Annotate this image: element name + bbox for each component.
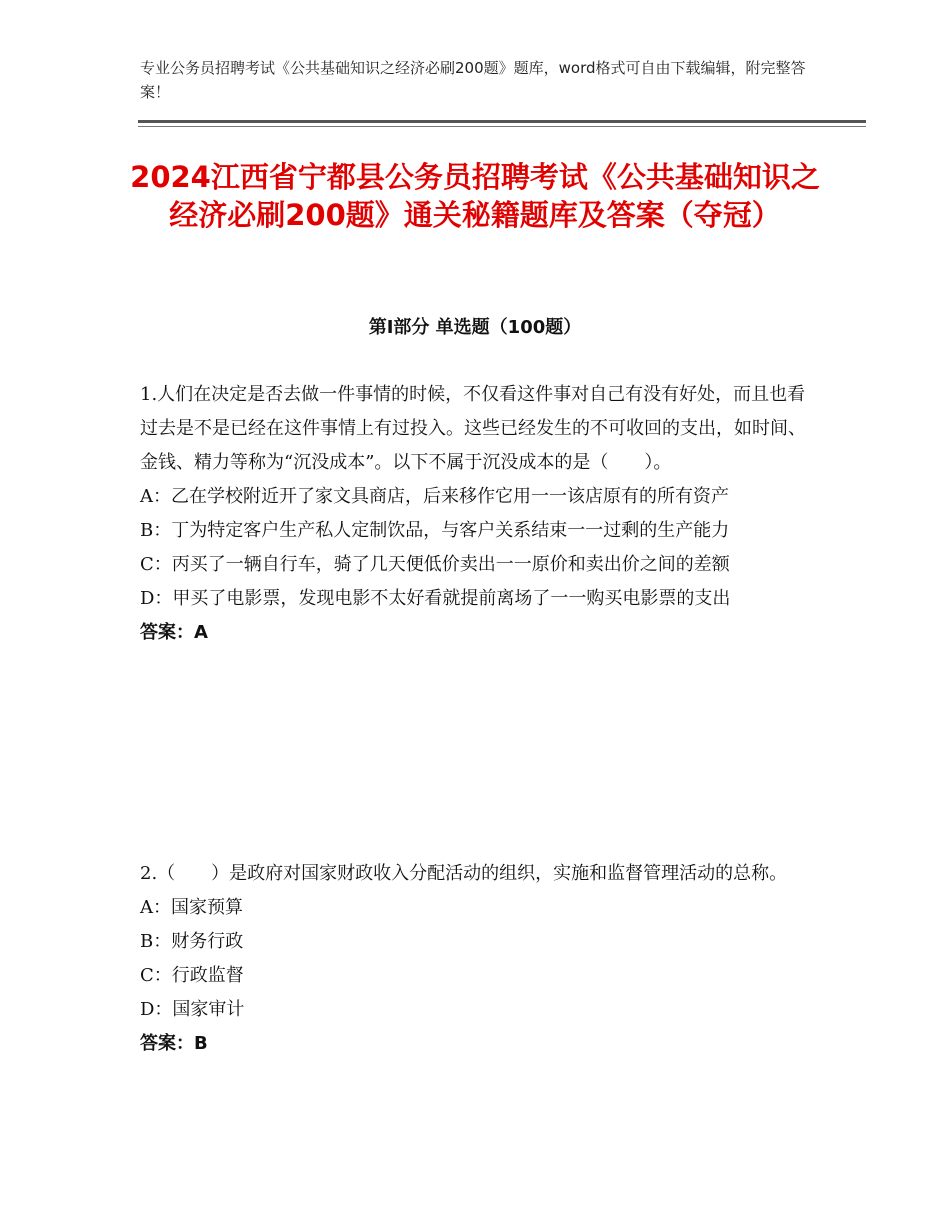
- question-1: [140, 378, 812, 650]
- header-divider-thick: [138, 120, 866, 123]
- question-stem: 1.人们在决定是否去做一件事情的时候，不仅看这件事对自己有没有好处，而且也看过去是不是已经在这件事情上有过投入。这些已经发生的不可收回的支出，如时间、金钱、精力等称为“沉没成本”。以下不属于沉没成本的是（ ）。: [140, 384, 806, 473]
- answer: 答案：A: [140, 622, 208, 643]
- question-stem: 2.（ ）是政府对国家财政收入分配活动的组织，实施和监督管理活动的总称。: [140, 863, 788, 884]
- document-title: 2024江西省宁都县公务员招聘考试《公共基础知识之经济必刷200题》通关秘籍题库及答案（夺冠）: [130, 160, 820, 232]
- option-b: B：财务行政: [140, 931, 244, 952]
- header-note: 专业公务员招聘考试《公共基础知识之经济必刷200题》题库，word格式可自由下载编辑，附完整答案！: [140, 59, 806, 101]
- option-d: D：甲买了电影票，发现电影不太好看就提前离场了一一购买电影票的支出: [140, 588, 731, 609]
- question-2: [140, 857, 812, 1061]
- section-title: 第I部分 单选题（100题）: [368, 317, 582, 338]
- option-a: A：乙在学校附近开了家文具商店，后来移作它用一一该店原有的所有资产: [140, 486, 729, 507]
- answer: 答案：B: [140, 1033, 208, 1054]
- option-c: C：丙买了一辆自行车，骑了几天便低价卖出一一原价和卖出价之间的差额: [140, 554, 730, 575]
- option-d: D：国家审计: [140, 999, 245, 1020]
- header-divider-thin: [138, 126, 866, 127]
- option-a: A：国家预算: [140, 897, 243, 918]
- option-c: C：行政监督: [140, 965, 244, 986]
- option-b: B：丁为特定客户生产私人定制饮品，与客户关系结束一一过剩的生产能力: [140, 520, 730, 541]
